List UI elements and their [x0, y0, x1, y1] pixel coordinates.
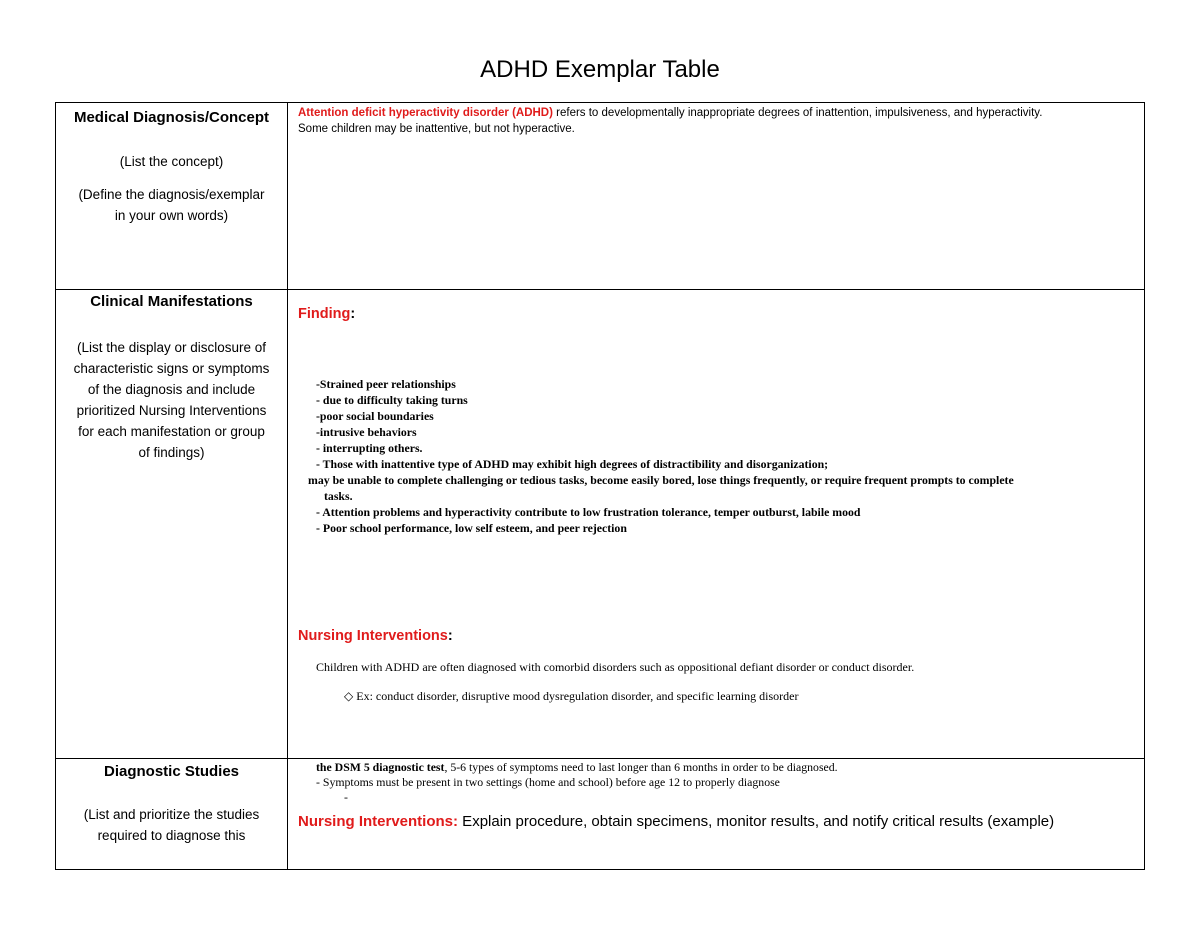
finding-colon: :: [350, 306, 356, 322]
subitem-text: Ex: conduct disorder, disruptive mood dysregulation disorder, and specific learning disorder: [356, 689, 799, 703]
row-description-line: characteristic signs or symptoms: [73, 361, 270, 376]
definition-highlight: Attention deficit hyperactivity disorder (ADHD): [298, 107, 553, 119]
row-heading: Medical Diagnosis/Concept: [73, 109, 270, 126]
diagnostic-line: [316, 760, 1144, 775]
diamond-bullet-icon: ◇: [344, 689, 354, 703]
diagnostic-line: - Symptoms must be present in two settings (home and school) before age 12 to properly diagnose: [316, 775, 780, 789]
row-heading: Clinical Manifestations: [90, 293, 253, 310]
finding-item: - due to difficulty taking turns: [316, 393, 468, 407]
content-cell: [288, 759, 1145, 870]
finding-item: - interrupting others.: [316, 441, 423, 455]
row-medical-diagnosis: [56, 103, 1145, 290]
row-diagnostic-studies: [56, 759, 1145, 870]
nursing-interventions-colon: :: [447, 628, 453, 644]
definition-line-1: refers to developmentally inappropriate degrees of inattention, impulsiveness, and hyperactivity.: [552, 107, 1043, 119]
definition-text: [298, 105, 1144, 137]
finding-item: - Attention problems and hyperactivity contribute to low frustration tolerance, temper outburst, labile mood: [316, 505, 861, 519]
diagnostic-line-text: , 5-6 types of symptoms need to last longer than 6 months in order to be diagnosed.: [444, 760, 838, 774]
finding-label: Finding: [298, 306, 351, 322]
row-description-line: prioritized Nursing Interventions: [76, 403, 267, 418]
nursing-interventions-label: Nursing Interventions: [298, 628, 448, 644]
nursing-interventions-text: Explain procedure, obtain specimens, monitor results, and notify critical results (example): [458, 813, 1055, 830]
row-heading: Diagnostic Studies: [103, 763, 240, 780]
row-description-line: in your own words): [114, 208, 229, 223]
finding-item: tasks.: [324, 489, 353, 503]
row-description-line: of the diagnosis and include: [87, 382, 256, 397]
finding-item: - Poor school performance, low self esteem, and peer rejection: [316, 521, 627, 535]
row-clinical-manifestations: [56, 290, 1145, 759]
finding-item: - Those with inattentive type of ADHD may exhibit high degrees of distractibility and disorganization;: [316, 457, 829, 471]
finding-item: -intrusive behaviors: [316, 425, 417, 439]
nursing-interventions-heading: [298, 628, 1144, 644]
findings-list: [308, 376, 1144, 536]
nursing-interventions-text: Children with ADHD are often diagnosed with comorbid disorders such as oppositional defiant disorder or conduct disorder.: [316, 660, 915, 674]
row-description-line: required to diagnose this: [97, 828, 246, 843]
content-cell: [288, 290, 1145, 759]
row-description-line: (List the display or disclosure of: [76, 340, 267, 355]
finding-item: -Strained peer relationships: [316, 377, 456, 391]
label-cell: [56, 290, 288, 759]
finding-item: may be unable to complete challenging or tedious tasks, become easily bored, lose things frequently, or require frequent prompts to complete: [308, 473, 1014, 487]
row-description-line: (Define the diagnosis/exemplar: [78, 187, 265, 202]
row-description-line: (List the concept): [119, 154, 224, 169]
diagnostic-test-name: the DSM 5 diagnostic test: [316, 760, 445, 774]
diagnostic-line: -: [344, 790, 348, 804]
finding-heading: [298, 306, 1144, 322]
exemplar-table: [55, 102, 1145, 870]
content-cell: [288, 103, 1145, 290]
nursing-interventions-subitem: [344, 689, 1144, 704]
row-description-line: (List and prioritize the studies: [83, 807, 260, 822]
row-description-line: of findings): [138, 445, 205, 460]
row-description-line: for each manifestation or group: [78, 424, 265, 439]
finding-item: -poor social boundaries: [316, 409, 434, 423]
label-cell: [56, 759, 288, 870]
nursing-interventions-label: Nursing Interventions:: [298, 813, 459, 830]
definition-line-2: Some children may be inattentive, but not hyperactive.: [298, 123, 575, 135]
page-title: ADHD Exemplar Table: [480, 56, 720, 83]
diagnostic-nursing-interventions: [298, 813, 1144, 830]
label-cell: [56, 103, 288, 290]
